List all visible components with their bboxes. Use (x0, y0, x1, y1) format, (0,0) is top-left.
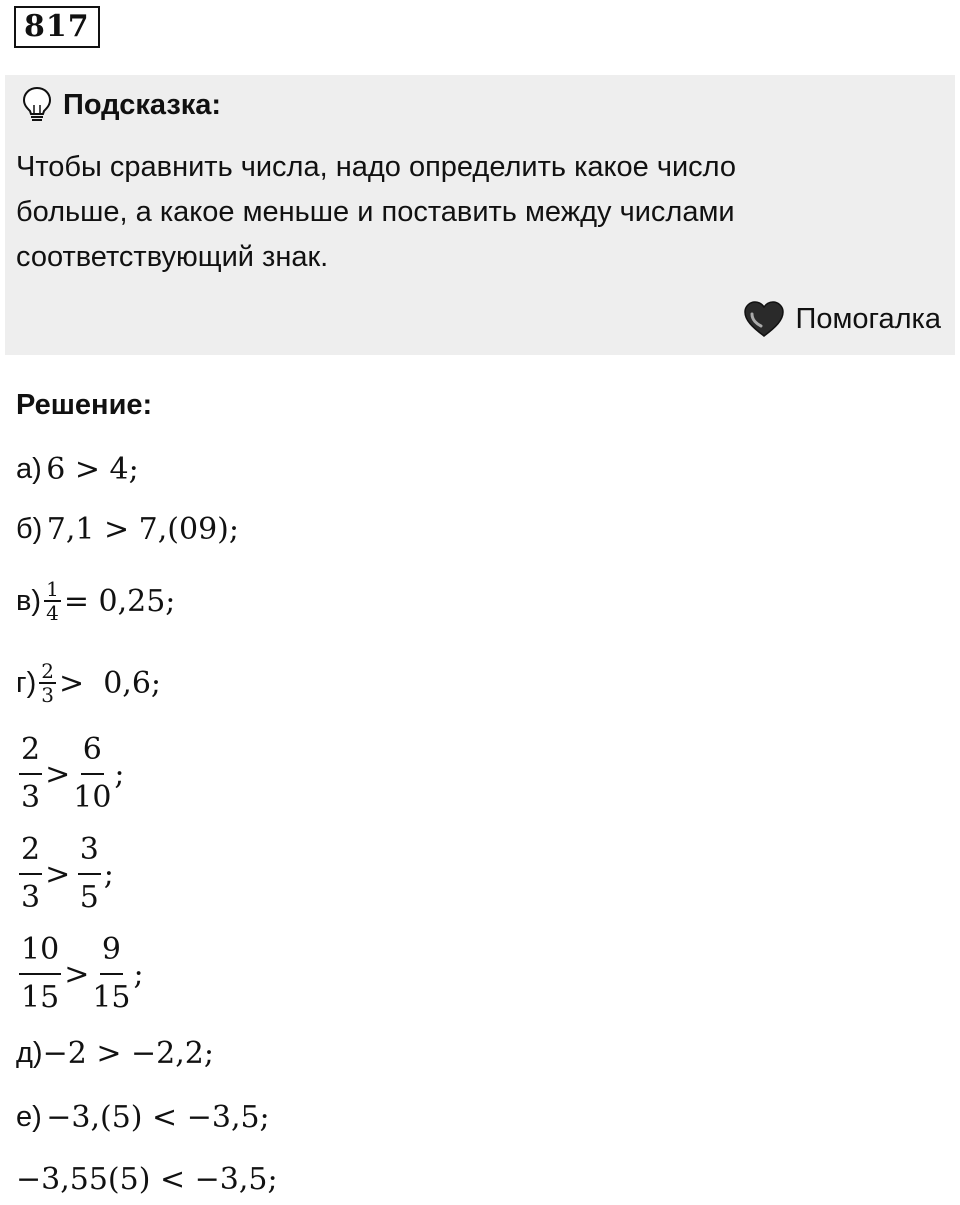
comparison-sign: > (45, 856, 71, 892)
hint-panel (5, 75, 955, 355)
math-expression: −2 > −2,2; (42, 1035, 214, 1071)
fraction (92, 927, 130, 1021)
numerator: 9 (100, 927, 123, 975)
math-expression: −3,55(5) < −3,5; (16, 1161, 278, 1197)
comparison-sign: > (45, 756, 71, 792)
item-label: б) (16, 512, 43, 545)
math-expression: = 0,25; (63, 583, 176, 619)
numerator: 2 (41, 659, 54, 683)
denominator: 10 (73, 780, 112, 815)
solution-line-a (16, 448, 139, 490)
solution-title: Решение: (16, 389, 153, 421)
punctuation: ; (103, 856, 114, 892)
denominator: 15 (92, 980, 131, 1015)
fraction (73, 727, 111, 821)
solution-line-e2 (16, 1156, 278, 1202)
hint-text (16, 145, 916, 280)
denominator: 3 (21, 780, 41, 815)
solution-line-g4 (16, 928, 144, 1020)
denominator: 15 (21, 980, 60, 1015)
item-label: в) (16, 584, 42, 617)
math-expression: 6 > 4; (46, 451, 139, 487)
item-label: е) (16, 1100, 42, 1133)
numerator: 3 (78, 827, 101, 875)
hint-line: соответствующий знак. (16, 241, 329, 273)
fraction (19, 927, 61, 1021)
fraction (19, 827, 42, 921)
fraction (19, 727, 42, 821)
solution-line-e (16, 1094, 270, 1140)
solution-line-g2 (16, 728, 125, 820)
fraction (44, 578, 61, 624)
brand-name: Помогалка (795, 302, 941, 335)
numerator: 6 (81, 727, 104, 775)
math-expression: 7,1 > 7,(09); (46, 511, 239, 547)
denominator: 5 (79, 880, 99, 915)
numerator: 2 (19, 727, 42, 775)
punctuation: ; (114, 756, 125, 792)
denominator: 4 (46, 601, 59, 625)
numerator: 10 (19, 927, 61, 975)
fraction (78, 827, 101, 921)
fraction (39, 660, 56, 706)
math-expression: > 0,6; (58, 665, 162, 701)
solution-line-g3 (16, 828, 114, 920)
exercise-number: 817 (14, 6, 100, 48)
hint-line: Чтобы сравнить числа, надо определить какое число (16, 151, 737, 183)
brand (742, 299, 941, 339)
hint-line: больше, а какое меньше и поставить между числами (16, 196, 735, 228)
lightbulb-icon (21, 85, 53, 125)
numerator: 2 (19, 827, 42, 875)
punctuation: ; (133, 956, 144, 992)
denominator: 3 (21, 880, 41, 915)
comparison-sign: > (64, 956, 90, 992)
item-label: г) (16, 666, 37, 699)
solution-line-g (16, 652, 161, 714)
hint-header (21, 85, 221, 125)
solution-line-b (16, 508, 239, 550)
hint-title: Подсказка: (63, 88, 222, 121)
solution-line-d (16, 1030, 214, 1076)
item-label: д) (16, 1036, 43, 1069)
numerator: 1 (46, 577, 59, 601)
denominator: 3 (41, 683, 54, 707)
item-label: а) (16, 452, 42, 485)
heart-icon (742, 299, 786, 339)
solution-line-v (16, 570, 175, 632)
math-expression: −3,(5) < −3,5; (46, 1099, 270, 1135)
